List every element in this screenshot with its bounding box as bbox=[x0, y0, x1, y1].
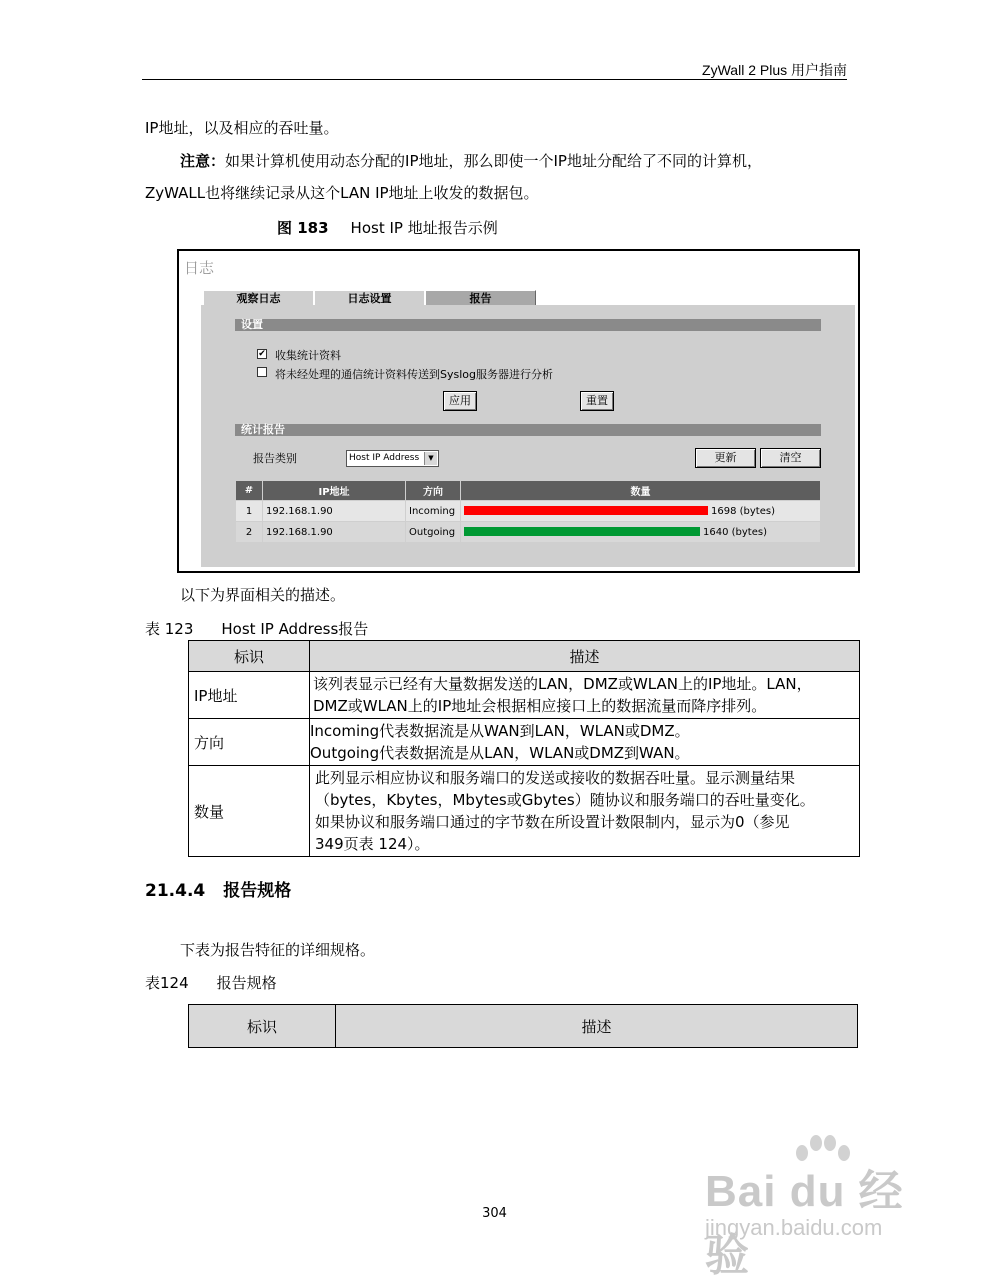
table-123-title: Host IP Address报告 bbox=[221, 620, 369, 638]
section-title: 报告规格 bbox=[223, 881, 292, 901]
row-desc bbox=[310, 672, 860, 719]
figure-caption bbox=[277, 217, 498, 238]
header-rule bbox=[142, 79, 847, 80]
table-124-label: 表124 bbox=[145, 974, 189, 992]
row-desc bbox=[310, 719, 860, 766]
desc-line: Outgoing代表数据流是从LAN，WLAN或DMZ到WAN。 bbox=[310, 744, 690, 762]
row-ip: 192.168.1.90 bbox=[263, 522, 406, 543]
col-desc-header: 描述 bbox=[310, 641, 860, 672]
col-ip: IP地址 bbox=[263, 481, 406, 501]
send-raw-stats-checkbox[interactable] bbox=[257, 367, 267, 377]
col-desc-header: 描述 bbox=[336, 1005, 858, 1048]
report-table-header bbox=[236, 481, 821, 501]
tab-view-log[interactable]: 观察日志 bbox=[203, 290, 313, 305]
settings-section-header: 设置 bbox=[235, 319, 821, 331]
table-row bbox=[189, 719, 860, 766]
row-label: IP地址 bbox=[189, 672, 310, 719]
table-123-label: 表 123 bbox=[145, 620, 194, 638]
row-number: 1 bbox=[236, 501, 263, 522]
col-number: # bbox=[236, 481, 263, 501]
row-direction: Incoming bbox=[406, 501, 461, 522]
collect-stats-checkbox[interactable]: ✔ bbox=[258, 349, 266, 359]
flush-button[interactable]: 清空 bbox=[760, 448, 821, 468]
report-type-value: Host IP Address bbox=[349, 453, 420, 463]
page-number: 304 bbox=[482, 1206, 507, 1221]
report-type-select[interactable] bbox=[346, 450, 439, 467]
table-row bbox=[189, 672, 860, 719]
row-amount: 1698 (bytes) bbox=[711, 505, 775, 517]
row-direction: Outgoing bbox=[406, 522, 461, 543]
desc-line: 如果协议和服务端口通过的字节数在所设置计数限制内，显示为0（参见 bbox=[315, 813, 790, 831]
figure-label: 图 183 bbox=[277, 219, 329, 237]
table-124-caption bbox=[145, 973, 277, 993]
report-section-header: 统计报告 bbox=[235, 424, 821, 436]
apply-button[interactable]: 应用 bbox=[443, 391, 477, 411]
table-row bbox=[236, 522, 821, 543]
refresh-button[interactable]: 更新 bbox=[695, 448, 756, 468]
note-line-2: ZyWALL也将继续记录从这个LAN IP地址上收发的数据包。 bbox=[145, 184, 539, 202]
row-desc bbox=[310, 766, 860, 857]
reset-button[interactable]: 重置 bbox=[580, 391, 614, 411]
col-label-header: 标识 bbox=[189, 641, 310, 672]
tab-log-settings[interactable]: 日志设置 bbox=[314, 290, 424, 305]
tab-reports[interactable]: 报告 bbox=[425, 290, 536, 305]
intro-line: IP地址，以及相应的吞吐量。 bbox=[145, 119, 339, 137]
col-amount: 数量 bbox=[461, 481, 821, 501]
section-intro: 下表为报告特征的详细规格。 bbox=[180, 941, 376, 959]
table-123-caption bbox=[145, 619, 368, 639]
desc-line: 此列显示相应协议和服务端口的发送或接收的数据吞吐量。显示测量结果 bbox=[315, 769, 796, 787]
row-amount: 1640 (bytes) bbox=[703, 526, 767, 538]
row-label: 方向 bbox=[189, 719, 310, 766]
watermark-brand: Bai du 经验 bbox=[705, 1167, 904, 1280]
throughput-bar bbox=[464, 506, 708, 515]
page-header-title: ZyWall 2 Plus 用户指南 bbox=[702, 62, 847, 78]
note-label: 注意： bbox=[180, 152, 226, 170]
row-label: 数量 bbox=[189, 766, 310, 857]
note-text-1: 如果计算机使用动态分配的IP地址，那么即使一个IP地址分配给了不同的计算机， bbox=[225, 152, 762, 170]
collect-stats-label: 收集统计资料 bbox=[275, 349, 341, 362]
desc-line: 该列表显示已经有大量数据发送的LAN，DMZ或WLAN上的IP地址。LAN， bbox=[313, 675, 812, 693]
desc-line: （bytes，Kbytes，Mbytes或Gbytes）随协议和服务端口的吞吐量变化。 bbox=[315, 791, 815, 809]
table-123 bbox=[188, 640, 860, 857]
row-number: 2 bbox=[236, 522, 263, 543]
host-ip-report-table bbox=[235, 480, 821, 543]
table-124-title: 报告规格 bbox=[216, 974, 277, 992]
baidu-watermark bbox=[700, 1135, 940, 1280]
window-title: 日志 bbox=[184, 259, 215, 277]
report-type-label: 报告类别 bbox=[253, 452, 297, 465]
note-line-1 bbox=[180, 151, 762, 171]
table-row bbox=[189, 766, 860, 857]
section-heading bbox=[145, 876, 291, 901]
after-figure-text: 以下为界面相关的描述。 bbox=[180, 586, 346, 604]
send-raw-stats-label: 将未经处理的通信统计资料传送到Syslog服务器进行分析 bbox=[275, 368, 553, 381]
col-direction: 方向 bbox=[406, 481, 461, 501]
table-row bbox=[236, 501, 821, 522]
figure-title: Host IP 地址报告示例 bbox=[350, 219, 498, 237]
table-124 bbox=[188, 1004, 858, 1048]
section-number: 21.4.4 bbox=[145, 881, 206, 901]
desc-line: Incoming代表数据流是从WAN到LAN，WLAN或DMZ。 bbox=[310, 722, 690, 740]
col-label-header: 标识 bbox=[189, 1005, 336, 1048]
row-amount-cell bbox=[461, 501, 821, 522]
dropdown-arrow-icon[interactable]: ▼ bbox=[424, 452, 437, 465]
throughput-bar bbox=[464, 527, 700, 536]
desc-line: DMZ或WLAN上的IP地址会根据相应接口上的数据流量而降序排列。 bbox=[313, 697, 767, 715]
desc-line: 349页表 124）。 bbox=[315, 835, 430, 853]
row-ip: 192.168.1.90 bbox=[263, 501, 406, 522]
row-amount-cell bbox=[461, 522, 821, 543]
watermark-url: jingyan.baidu.com bbox=[705, 1215, 883, 1240]
